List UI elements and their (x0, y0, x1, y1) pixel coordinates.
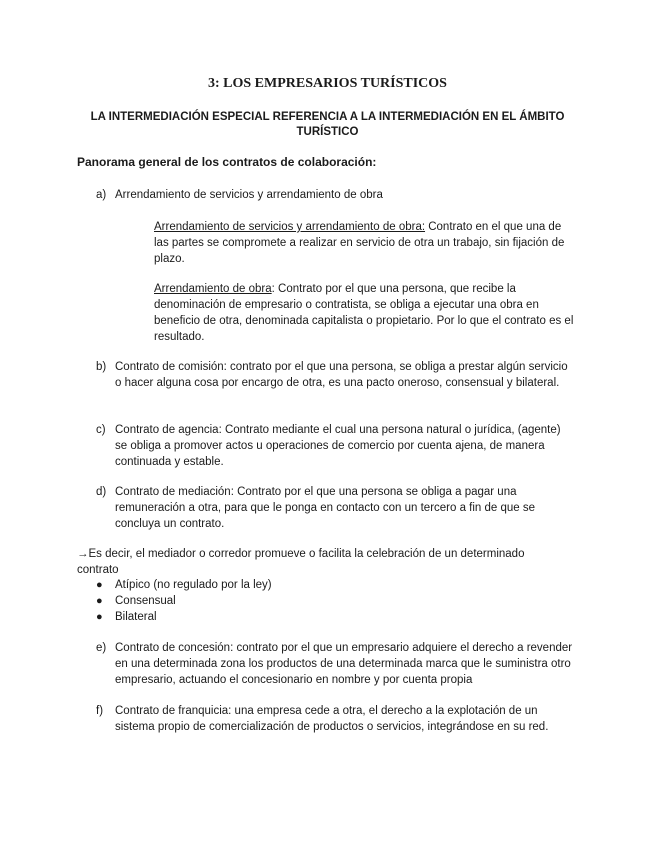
list-item-text: Arrendamiento de servicios y arrendamiento de obra (115, 189, 383, 201)
bullet-icon: ● (96, 595, 103, 607)
definition-text: Contrato en el que una de las partes se compromete a realizar en servicio de otra un trabajo, sin fijación de plazo. (154, 221, 565, 265)
list-item-text: Contrato de agencia: Contrato mediante el cual una persona natural o jurídica, (agente) se obliga a promover actos u operaciones de comercio por cuenta ajena, de manera continuada y estable. (115, 424, 561, 468)
definition-paragraph (154, 281, 579, 345)
definition-term: Arrendamiento de servicios y arrendamiento de obra: (154, 221, 426, 233)
bullet-item: Bilateral (115, 611, 157, 623)
definition-term: Arrendamiento de obra (154, 283, 272, 295)
list-item-text: Contrato de comisión: contrato por el que una persona, se obliga a prestar algún servicio o hacer alguna cosa por encargo de otra, es una pacto oneroso, consensual y bilateral. (115, 361, 568, 389)
section-heading: Panorama general de los contratos de colaboración: (77, 155, 377, 169)
definition-text: : Contrato por el que una persona, que recibe la denominación de empresario o contratista, se obliga a ejecutar una obra en beneficio de otra, denominada capitalista o propietario. Por lo que el contrato es el resultado. (154, 283, 574, 343)
list-marker: a) (96, 189, 107, 201)
list-marker: c) (96, 424, 106, 436)
bullet-item: Atípico (no regulado por la ley) (115, 579, 272, 591)
definition-paragraph (154, 219, 579, 267)
bullet-icon: ● (96, 579, 103, 591)
page-subtitle: LA INTERMEDIACIÓN ESPECIAL REFERENCIA A LA INTERMEDIACIÓN EN EL ÁMBITO TURÍSTICO (90, 111, 565, 138)
bullet-item: Consensual (115, 595, 176, 607)
list-marker: d) (96, 486, 107, 498)
page-title: 3: LOS EMPRESARIOS TURÍSTICOS (208, 76, 447, 91)
bullet-icon: ● (96, 611, 103, 623)
list-item-text: Contrato de mediación: Contrato por el que una persona se obliga a pagar una remuneración a otra, para que le ponga en contacto con un tercero a fin de que se concluya un contrato. (115, 486, 536, 530)
list-item-text: Contrato de franquicia: una empresa cede a otra, el derecho a la explotación de un sistema propio de comercialización de productos o servicios, integrándose en su red. (115, 705, 549, 733)
note-paragraph: →Es decir, el mediador o corredor promueve o facilita la celebración de un determinado contrato (77, 548, 525, 576)
list-marker: e) (96, 642, 107, 654)
list-item-text: Contrato de concesión: contrato por el que un empresario adquiere el derecho a revender en una determinada zona los productos de una determinada marca que le suministra otro empresario, actuando el concesionario en nombre y por cuenta propia (115, 642, 573, 686)
list-marker: b) (96, 361, 107, 373)
list-marker: f) (96, 705, 104, 717)
